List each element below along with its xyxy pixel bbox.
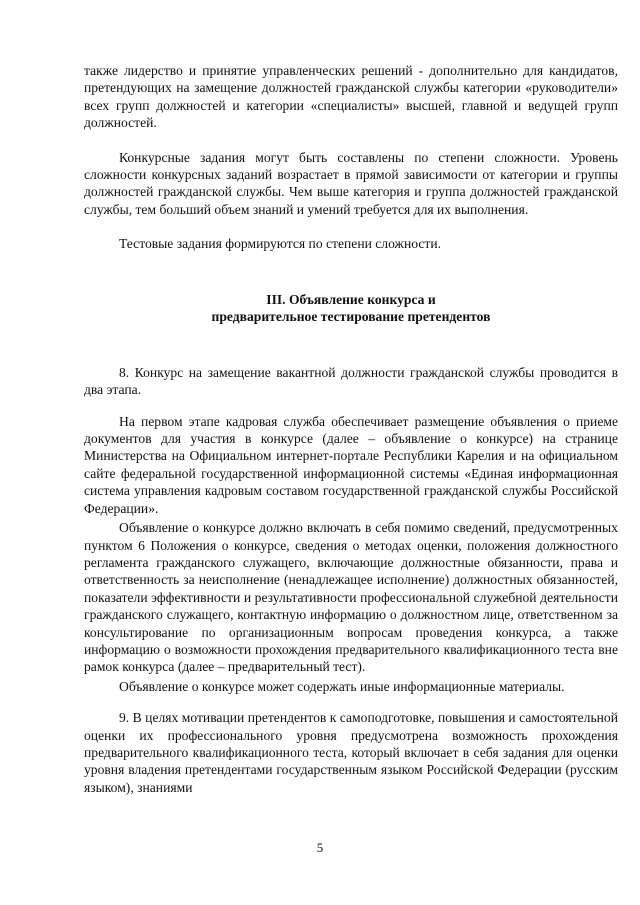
paragraph-announcement-materials: Объявление о конкурсе может содержать иные информационные материалы. — [119, 678, 565, 694]
paragraph-item-8: 8. Конкурс на замещение вакантной должности гражданской службы проводится в два этапа. — [84, 364, 618, 398]
paragraph-announcement-contents: Объявление о конкурсе должно включать в себя помимо сведений, предусмотренных пунктом 6 Положения о конкурсе, сведения о методах оценки, положения должностного регламента гражданского служащего, включающие должностные обязанности, права и ответственность за неисполнение (ненадлежащее исполнение) должностных обязанностей, показатели эффективности и результативности профессиональной служебной деятельности гражданского служащего, контактную информацию о должностном лице, ответственном за консультирование по организационным вопросам проведения конкурса, а также информацию о возможности прохождения предварительного квалификационного теста вне рамок конкурса (далее – предварительный тест). — [84, 520, 618, 675]
section-heading-line-2: предварительное тестирование претендентов — [211, 309, 491, 325]
document-page — [84, 62, 618, 796]
section-heading-line-1: III. Объявление конкурса и — [266, 291, 436, 307]
paragraph-leadership: также лидерство и принятие управленческих решений - дополнительно для кандидатов, претендующих на замещение должностей гражданской службы категории «руководители» всех групп должностей и категории «специалисты» высшей, главной и ведущей групп должностей. — [84, 63, 618, 131]
paragraph-first-stage: На первом этапе кадровая служба обеспечивает размещение объявления о приеме документов для участия в конкурсе (далее – объявление о конкурсе) на странице Министерства на Официальном интернет-портале Республики Карелия и на официальном сайте федеральной государственной информационной системы «Единая информационная система управления кадровым составом государственной гражданской службы Российской Федерации». — [84, 413, 618, 516]
paragraph-item-9: 9. В целях мотивации претендентов к самоподготовке, повышения и самостоятельной оценки их профессионального уровня предусмотрена возможность прохождения предварительного квалификационного теста, который включает в себя задания для оценки уровня владения претендентами государственным языком Российской Федерации (русским языком), знаниями — [84, 710, 618, 795]
paragraph-test-tasks: Тестовые задания формируются по степени сложности. — [119, 236, 442, 252]
paragraph-complexity: Конкурсные задания могут быть составлены по степени сложности. Уровень сложности конкурсных заданий возрастает в прямой зависимости от категории и группы должностей гражданской службы. Чем выше категория и группа должностей гражданской службы, тем больший объем знаний и умений требуется для их выполнения. — [84, 149, 618, 217]
section-heading — [84, 291, 618, 326]
page-number: 5 — [316, 840, 324, 855]
